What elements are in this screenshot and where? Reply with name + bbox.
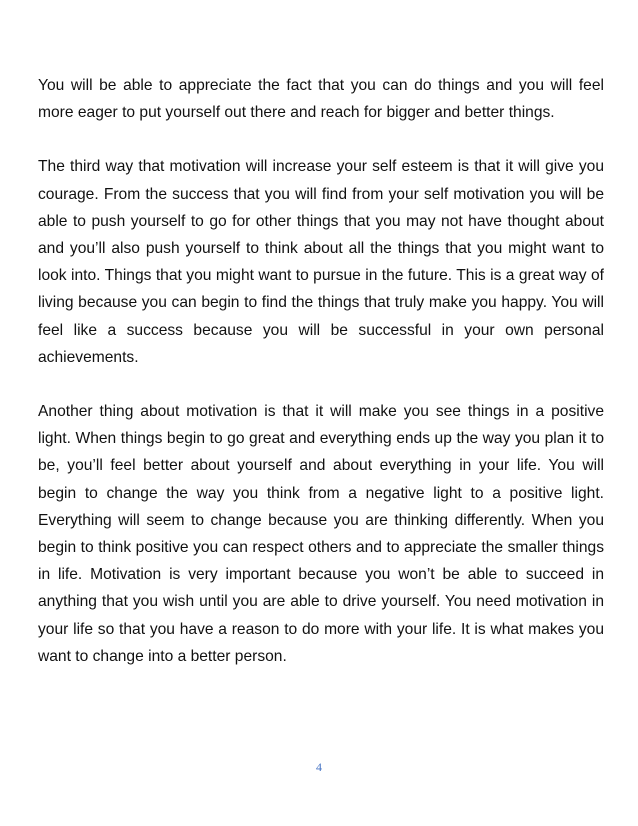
- page-body: [38, 72, 604, 697]
- page-number: 4: [316, 760, 322, 774]
- paragraph-3: Another thing about motivation is that it will make you see things in a positive light. When things begin to go great and everything ends up the way you plan it to be, you’ll feel better about yourself and about everything in your life. You will begin to change the way you think from a negative light to a positive light. Everything will seem to change because you are thinking differently. When you begin to think positive you can respect others and to appreciate the smaller things in life. Motivation is very important because you won’t be able to succeed in anything that you wish until you are able to drive yourself. You need motivation in your life so that you have a reason to do more with your life. It is what makes you want to change into a better person.: [38, 403, 604, 665]
- paragraph-1: You will be able to appreciate the fact that you can do things and you will feel more eager to put yourself out there and reach for bigger and better things.: [38, 77, 604, 122]
- paragraph-2: The third way that motivation will increase your self esteem is that it will give you courage. From the success that you will find from your self motivation you will be able to push yourself to go for other things that you may not have thought about and you’ll also push yourself to think about all the things that you might want to look into. Things that you might want to pursue in the future. This is a great way of living because you can begin to find the things that truly make you happy. You will feel like a success because you will be successful in your own personal achievements.: [38, 158, 604, 366]
